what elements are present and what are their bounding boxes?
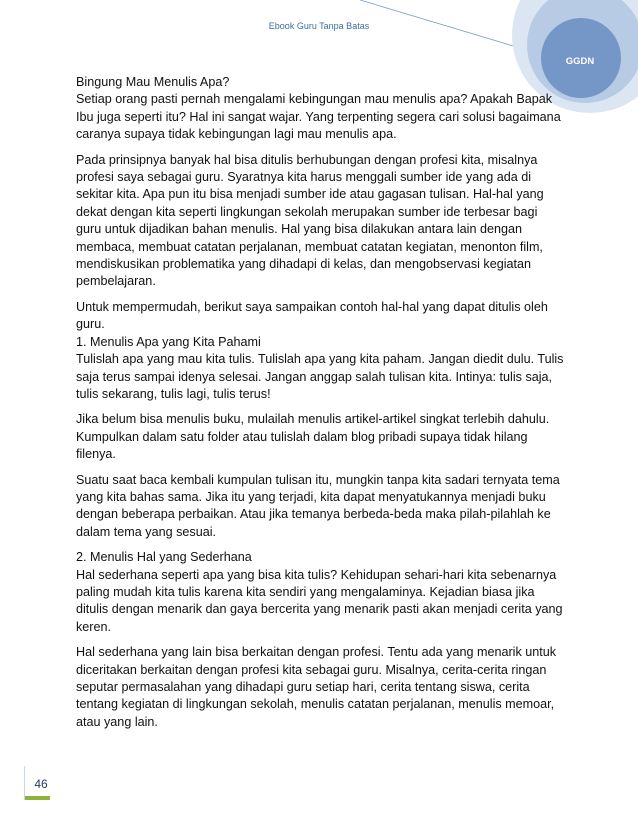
paragraph-3 [76,299,566,403]
paragraph-text: Hal sederhana seperti apa yang bisa kita tulis? Kehidupan sehari-hari kita sebenarnya paling mudah kita tulis karena kita sendiri yang mengalaminya. Kejadian biasa jika ditulis dengan menarik dan gaya bercerita yang menarik pasti akan menjadi cerita yang keren. [76,567,563,634]
paragraph-text: Tulislah apa yang mau kita tulis. Tulislah apa yang kita paham. Jangan diedit dulu. Tulis saja terus sampai idenya selesai. Jangan anggap salah tulisan kita. Intinya: tulis saja, tulis sekarang, tulis lagi, tulis terus! [76,352,564,401]
header-title: Ebook Guru Tanpa Batas [268,21,370,31]
page-number-divider [24,766,25,800]
page-number: 46 [34,777,48,791]
page-number-accent-bar [25,796,50,800]
paragraph-text: Untuk mempermudah, berikut saya sampaikan contoh hal-hal yang dapat ditulis oleh guru. [76,299,548,332]
paragraph-6 [76,549,566,636]
paragraph-text: Suatu saat baca kembali kumpulan tulisan itu, mungkin tanpa kita sadari ternyata tema yang kita bahas sama. Jika itu yang terjadi, kita dapat menyatukannya menjadi buku dengan beberapa perbaikan. Atau jika temanya berbeda-beda maka pilah-pilahlah ke dalam tema yang sesuai. [76,472,560,539]
document-body [76,74,566,739]
paragraph-text: Hal sederhana yang lain bisa berkaitan dengan profesi. Tentu ada yang menarik untuk diceritakan berkaitan dengan profesi kita sebagai guru. Misalnya, cerita-cerita ringan seputar permasalahan yang dihadapi guru setiap hari, cerita tentang siswa, cerita tentang kegiatan di lingkungan sekolah, menulis catatan perjalanan, menulis memoar, atau yang lain. [76,645,557,729]
paragraph-1 [76,74,566,144]
paragraph-7 [76,644,566,731]
section-heading: 2. Menulis Hal yang Sederhana [76,550,252,565]
paragraph-4 [76,411,566,463]
header-badge: GGDN [565,56,595,67]
paragraph-text: Setiap orang pasti pernah mengalami kebingungan mau menulis apa? Apakah Bapak Ibu juga seperti itu? Hal ini sangat wajar. Yang terpenting segera cari solusi bagaimana caranya supaya tidak kebingungan lagi mau menulis apa. [76,92,561,142]
paragraph-heading: Bingung Mau Menulis Apa? [76,75,230,89]
paragraph-5 [76,472,566,542]
section-heading: 1. Menulis Apa yang Kita Pahami [76,334,261,349]
paragraph-text: Pada prinsipnya banyak hal bisa ditulis berhubungan dengan profesi kita, misalnya profesi saya sebagai guru. Syaratnya kita harus menggali sumber ide yang ada di sekitar kita. Apa pun itu bisa menjadi sumber ide atau gagasan tulisan. Hal-hal yang dekat dengan kita seperti lingkungan sekolah merupakan sumber ide terbesar bagi guru untuk dijadikan bahan menulis. Hal yang bisa dilakukan antara lain dengan membaca, membuat catatan perjalanan, membuat catatan kegiatan, menonton film, mendiskusikan problematika yang dihadapi di kelas, dan mengobservasi kegiatan pembelajaran. [76,152,544,289]
paragraph-text: Jika belum bisa menulis buku, mulailah menulis artikel-artikel singkat terlebih dahulu. Kumpulkan dalam satu folder atau tulislah dalam blog pribadi supaya tidak hilang filenya. [76,412,550,462]
paragraph-2 [76,152,566,291]
